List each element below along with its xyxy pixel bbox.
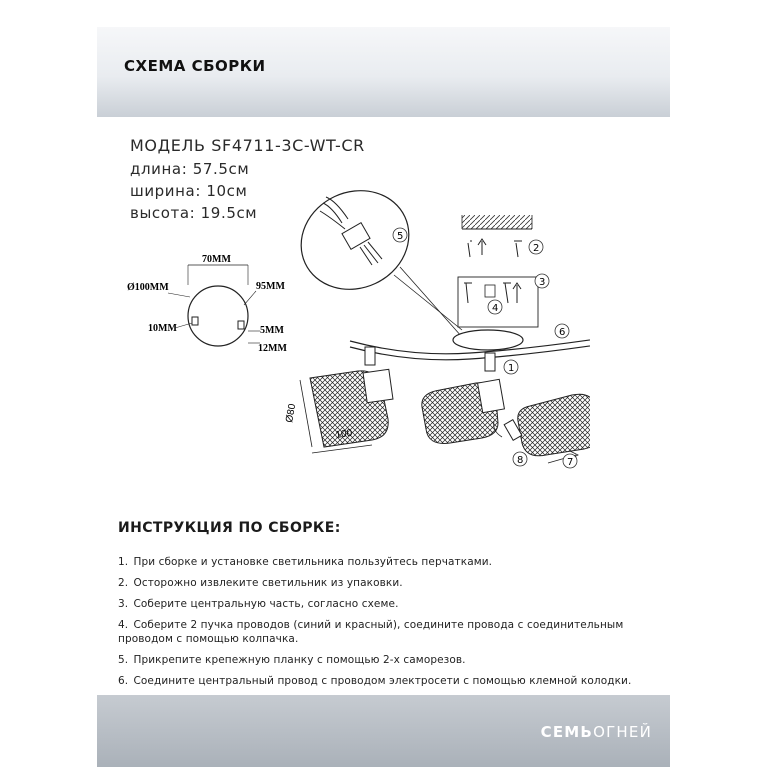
dim-10: 10MM: [148, 323, 177, 334]
callout-5: 5: [397, 231, 404, 242]
callout-3: 3: [539, 277, 546, 288]
instruction-step: 2. Осторожно извлеките светильник из упаковки.: [118, 577, 403, 589]
plate-slot-left: [192, 317, 198, 325]
instruction-step: 3. Соберите центральную часть, согласно схеме.: [118, 598, 399, 610]
assembly-diagram: [110, 185, 590, 485]
callout-4: 4: [492, 303, 499, 314]
dim-shade-length: 100: [334, 427, 353, 441]
callout-2: 2: [533, 243, 540, 254]
shade-right: [494, 379, 590, 463]
dim-12: 12MM: [258, 343, 287, 354]
instruction-step: 6. Соедините центральный провод с проводом электросети с помощью клемной колодки.: [118, 674, 632, 687]
dim-5: 5MM: [260, 325, 284, 336]
wiring-detail: [285, 185, 462, 337]
callout-1: 1: [508, 363, 515, 374]
brand-logo: СЕМЬОГНЕЙ: [540, 723, 652, 741]
instruction-step: 5. Прикрепите крепежную планку с помощью 2-х саморезов.: [118, 653, 466, 666]
spec-length: длина: 57.5см: [130, 160, 250, 178]
instruction-steps: [118, 556, 678, 696]
dim-diameter-100: Ø100MM: [127, 282, 169, 293]
shade-middle: [422, 379, 505, 443]
callout-8: 8: [517, 455, 524, 466]
callout-6: 6: [559, 327, 566, 338]
model-name: МОДЕЛЬ SF4711-3C-WT-CR: [130, 136, 365, 155]
dim-70: 70MM: [202, 254, 231, 265]
instruction-step: 4. Соберите 2 пучка проводов (синий и красный), соедините провода с соединительным проводом с помощью колпачка.: [118, 619, 624, 645]
plate-slot-right: [238, 321, 244, 329]
shade-left: [284, 369, 393, 453]
dim-shade-diameter: Ø80: [284, 402, 299, 424]
instructions-title: ИНСТРУКЦИЯ ПО СБОРКЕ:: [118, 520, 341, 536]
header-band: [97, 27, 670, 117]
footer-band: [97, 695, 670, 767]
spec-width: ширина: 10см: [130, 182, 248, 200]
fixture-bar: [350, 330, 590, 371]
instruction-step: 1. При сборке и установке светильника пользуйтесь перчатками.: [118, 556, 493, 568]
dim-95: 95MM: [256, 281, 285, 292]
spec-height: высота: 19.5см: [130, 204, 258, 222]
page-title: СХЕМА СБОРКИ: [124, 57, 266, 75]
plate-circle: [188, 286, 248, 346]
mounting-plate-drawing: [127, 254, 287, 354]
callout-7: 7: [567, 457, 574, 468]
